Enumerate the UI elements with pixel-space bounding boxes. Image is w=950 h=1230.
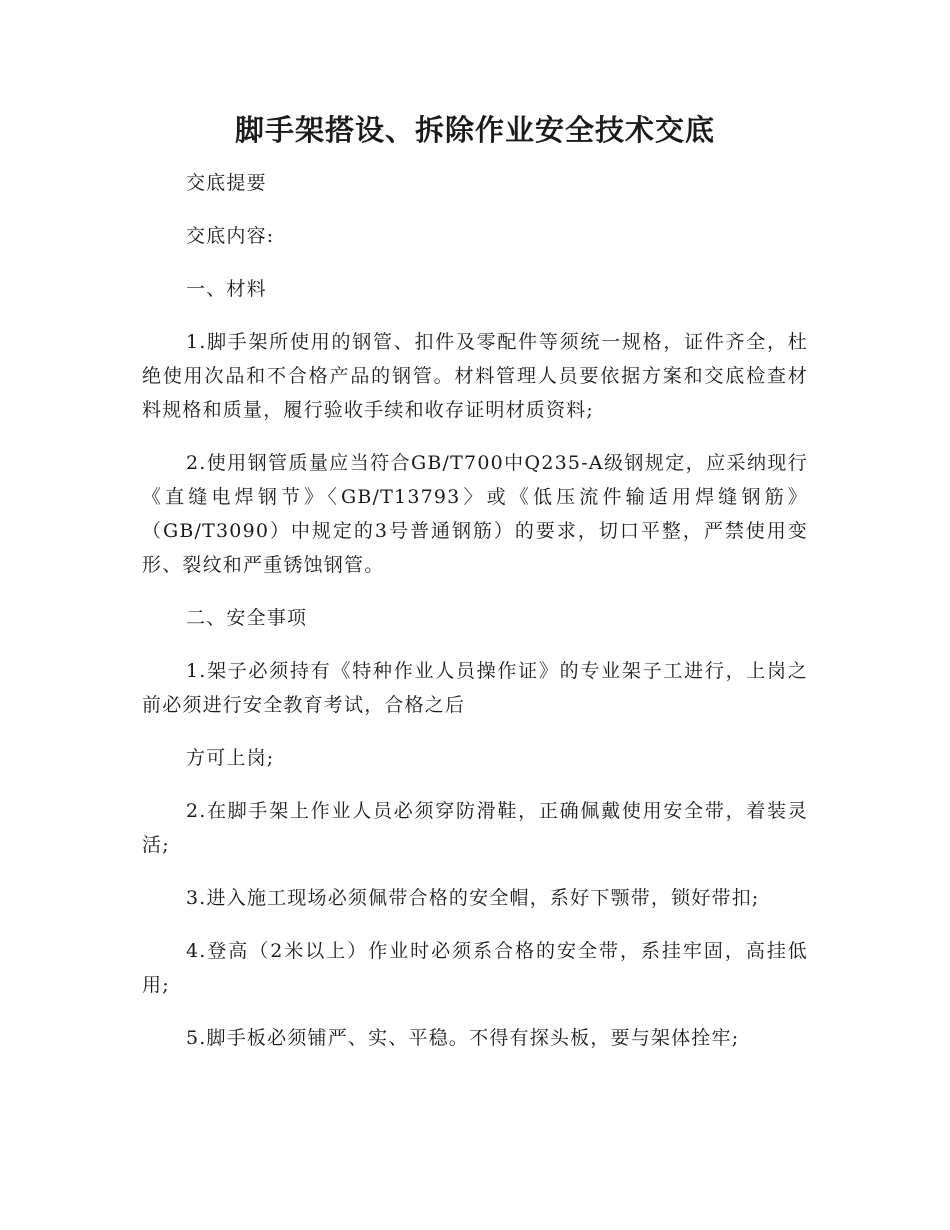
paragraph-safety-4: 4.登高（2米以上）作业时必须系合格的安全带，系挂牢固，高挂低用; [142,940,808,996]
paragraph-safety-1: 1.架子必须持有《特种作业人员操作证》的专业架子工进行，上岗之前必须进行安全教育考试，合格之后 [142,660,808,716]
paragraph-safety-1-continued: 方可上岗; [186,747,275,769]
paragraph-content-heading: 交底内容: [186,225,275,247]
section-heading-safety: 二、安全事项 [186,607,308,629]
document-title: 脚手架搭设、拆除作业安全技术交底 [234,113,715,147]
document-body [142,166,808,1074]
paragraph-summary-heading: 交底提要 [186,172,267,194]
paragraph-materials-2: 2.使用钢管质量应当符合GB/T700中Q235-A级钢规定，应采纳现行《直缝电焊钢节》〈GB/T13793〉或《低压流件输适用焊缝钢筋》（GB/T3090）中规定的3号普通钢筋）的要求，切口平整，严禁使用变形、裂纹和严重锈蚀钢管。 [142,452,808,576]
paragraph-safety-2: 2.在脚手架上作业人员必须穿防滑鞋，正确佩戴使用安全带，着装灵活; [142,800,808,856]
section-heading-materials: 一、材料 [186,278,267,300]
paragraph-safety-5: 5.脚手板必须铺严、实、平稳。不得有探头板，要与架体拴牢; [186,1027,740,1049]
paragraph-materials-1: 1.脚手架所使用的钢管、扣件及零配件等须统一规格，证件齐全，杜绝使用次品和不合格产品的钢管。材料管理人员要依据方案和交底检查材料规格和质量，履行验收手续和收存证明材质资料; [142,331,808,421]
paragraph-safety-3: 3.进入施工现场必须佩带合格的安全帽，系好下颚带，锁好带扣; [186,887,760,909]
